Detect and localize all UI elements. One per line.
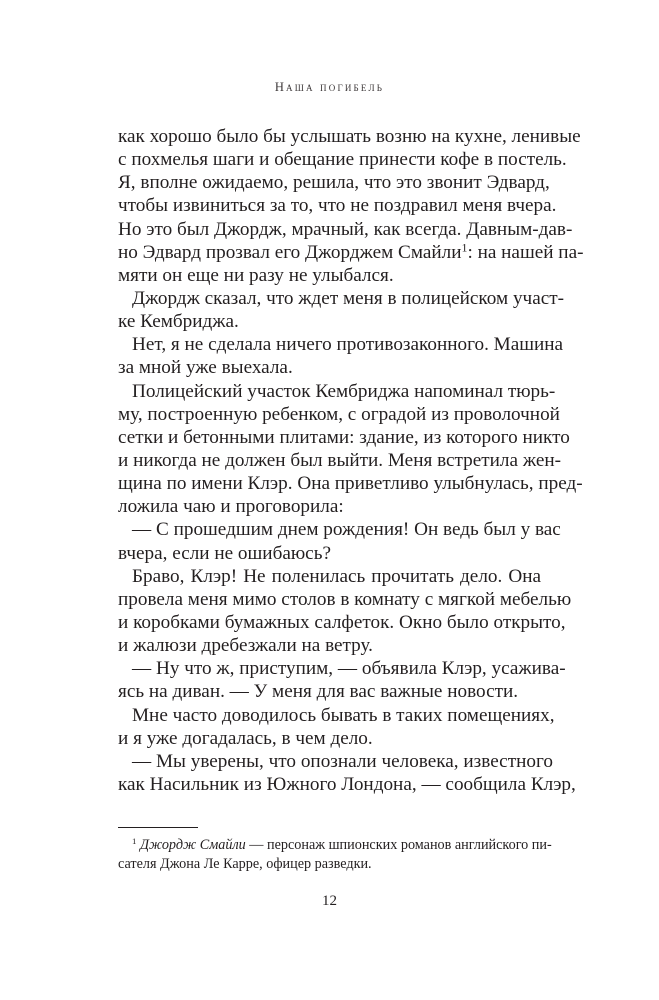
footnote — [118, 836, 552, 874]
line-part: : на нашей па- — [467, 241, 584, 263]
text-line: провела меня мимо столов в комнату с мягкой мебелью — [118, 588, 572, 610]
text-line-with-footnote — [118, 240, 584, 264]
text-line: ке Кембриджа. — [118, 311, 239, 333]
text-line: вчера, если не ошибаюсь? — [118, 542, 331, 564]
text-line: сетки и бетонными плитами: здание, из которого никто — [118, 426, 570, 448]
text-line: му, построенную ребенком, с оградой из проволочной — [118, 403, 560, 425]
line-part: но Эдвард прозвал его Джорджем Смайли — [118, 241, 462, 263]
footnote-line: сателя Джона Ле Карре, офицер разведки. — [118, 856, 372, 872]
running-head: Наша погибель — [274, 80, 385, 94]
footnote-term: Джордж Смайли — [139, 837, 246, 853]
text-line: и никогда не должен был выйти. Меня встретила жен- — [118, 449, 561, 471]
text-line: мяти он еще ни разу не улыбался. — [118, 264, 394, 286]
text-line: — Мы уверены, что опознали человека, известного — [132, 750, 553, 772]
text-line: за мной уже выехала. — [118, 357, 293, 379]
footnote-reference[interactable]: 1 — [461, 240, 468, 255]
text-line: Нет, я не сделала ничего противозаконного. Машина — [132, 334, 564, 356]
text-line: и жалюзи дребезжали на ветру. — [118, 635, 373, 657]
footnote-number: 1 — [132, 836, 137, 847]
text-line: Я, вполне ожидаемо, решила, что это звонит Эдвард, — [118, 172, 550, 194]
page-number: 12 — [322, 893, 337, 909]
footnote-text: — персонаж шпионских романов английского пи- — [245, 837, 552, 853]
text-line: и я уже догадалась, в чем дело. — [118, 727, 373, 749]
text-line: — Ну что ж, приступим, — объявила Клэр, усажива- — [132, 658, 566, 680]
text-line: как Насильник из Южного Лондона, — сообщила Клэр, — [118, 773, 576, 795]
footnote-line — [118, 836, 552, 855]
text-line: щина по имени Клэр. Она приветливо улыбнулась, пред- — [118, 473, 583, 495]
text-line: с похмелья шаги и обещание принести кофе в постель. — [118, 149, 567, 171]
text-line: Мне часто доводилось бывать в таких помещениях, — [132, 704, 555, 726]
text-line: ложила чаю и проговорила: — [118, 496, 344, 518]
text-line: Полицейский участок Кембриджа напоминал тюрь- — [132, 380, 556, 402]
text-line: Но это был Джордж, мрачный, как всегда. Давным-дав- — [118, 218, 573, 240]
body-text — [118, 125, 584, 796]
text-line: Браво, Клэр! Не поленилась прочитать дело. Она — [132, 565, 541, 587]
text-line: Джордж сказал, что ждет меня в полицейском участ- — [132, 287, 564, 309]
text-line: ясь на диван. — У меня для вас важные новости. — [118, 681, 519, 703]
text-line: как хорошо было бы услышать возню на кухне, ленивые — [118, 126, 581, 147]
text-line: и коробками бумажных салфеток. Окно было открыто, — [118, 611, 566, 633]
text-line: — С прошедшим днем рождения! Он ведь был у вас — [132, 519, 561, 541]
footnote-divider — [118, 827, 198, 828]
text-line: чтобы извиниться за то, что не поздравил меня вчера. — [118, 195, 557, 217]
